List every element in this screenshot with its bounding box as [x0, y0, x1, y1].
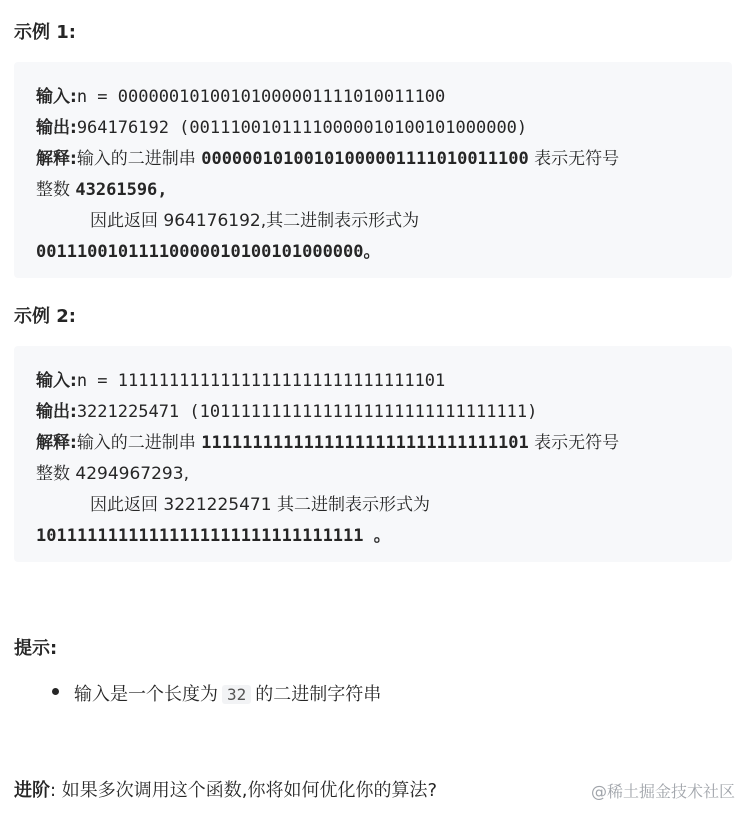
tips-item	[74, 680, 381, 706]
explain-line2-pre: 整数	[36, 180, 70, 200]
explain-line2-num: 43261596,	[75, 180, 168, 200]
bullet-icon	[52, 688, 59, 695]
explain-pre: 输入的二进制串	[76, 433, 196, 453]
tips-item-pre: 输入是一个长度为	[74, 684, 218, 705]
example-1-title: 示例 1:	[14, 22, 76, 43]
example-2-explain-line-4: 10111111111111111111111111111111 。	[36, 526, 391, 546]
advanced-text: : 如果多次调用这个函数,你将如何优化你的算法?	[50, 780, 438, 801]
explain-pre: 输入的二进制串	[76, 149, 196, 169]
example-1-explain-line-4: 00111001011110000010100101000000。	[36, 242, 381, 262]
watermark: @稀土掘金技术社区	[591, 782, 736, 801]
input-label: 输入:	[36, 87, 77, 107]
explain-bits: 11111111111111111111111111111101	[201, 433, 529, 453]
explain-post: 表示无符号	[534, 433, 620, 453]
input-value: n = 11111111111111111111111111111101	[76, 371, 446, 391]
output-label: 输出:	[36, 402, 77, 422]
advanced-line	[14, 776, 437, 802]
tips-item-code: 32	[222, 685, 251, 704]
explain-post: 表示无符号	[534, 149, 620, 169]
example-1-explain-line-2	[36, 175, 168, 200]
example-2-input-line	[36, 366, 445, 391]
example-1-input-line	[36, 82, 445, 107]
tips-item-post: 的二进制字符串	[255, 684, 382, 705]
example-1-output-line	[36, 113, 527, 138]
example-1-explain-line	[36, 144, 619, 169]
advanced-label: 进阶	[14, 780, 50, 801]
example-2-explain-line	[36, 428, 619, 453]
example-2-explain-line-3: 因此返回 3221225471 其二进制表示形式为	[90, 495, 430, 515]
explain-label: 解释:	[36, 149, 77, 169]
explain-label: 解释:	[36, 433, 77, 453]
example-1-explain-line-3: 因此返回 964176192,其二进制表示形式为	[90, 211, 420, 231]
tips-title: 提示:	[14, 638, 58, 659]
example-2-explain-line-2: 整数 4294967293,	[36, 464, 189, 484]
output-value: 3221225471 (10111111111111111111111111111111)	[76, 402, 538, 422]
example-2-output-line	[36, 397, 537, 422]
explain-bits: 00000010100101000001111010011100	[201, 149, 529, 169]
input-value: n = 00000010100101000001111010011100	[76, 87, 446, 107]
output-label: 输出:	[36, 118, 77, 138]
example-2-title: 示例 2:	[14, 306, 76, 327]
input-label: 输入:	[36, 371, 77, 391]
output-value: 964176192 (00111001011110000010100101000000)	[76, 118, 528, 138]
